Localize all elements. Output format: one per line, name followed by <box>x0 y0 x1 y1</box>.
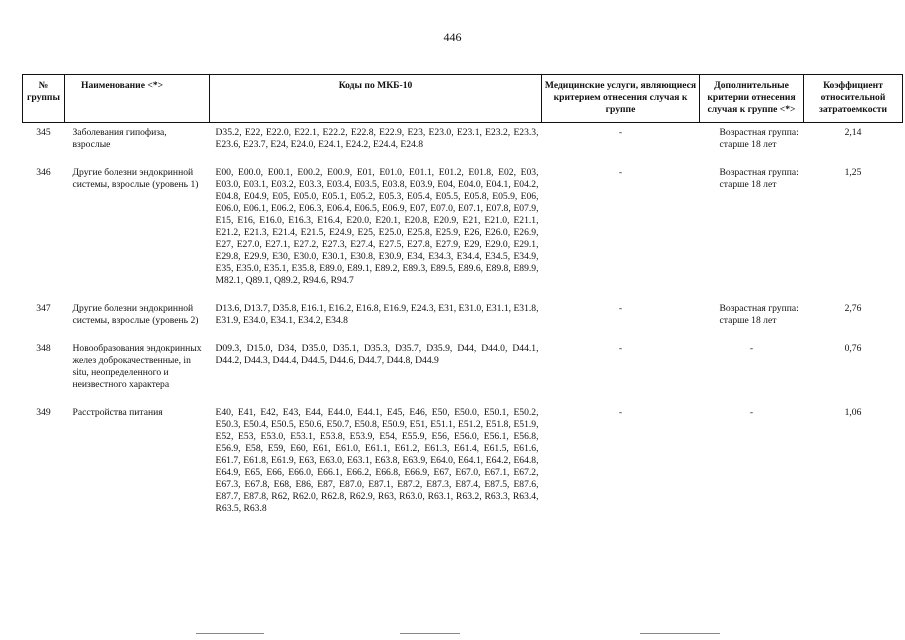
ksg-table <box>22 74 903 523</box>
group-name: Другие болезни эндокринной системы, взрослые (уровень 2) <box>72 303 199 326</box>
group-number: 346 <box>36 167 51 178</box>
table-row <box>23 399 903 523</box>
icd-codes: E40, E41, E42, E43, E44, E44.0, E44.1, E45, E46, E50, E50.0, E50.1, E50.2, E50.3, E50.4, E50.5, E50.6, E50.7, E50.8, E50.9, E51, E51.1, E51.2, E51.8, E51.9, E52, E53, E53.0, E53.1, E53.8, E53.9, E54, E55.9, E56, E56.0, E56.1, E56.8, E56.9, E58, E59, E60, E61, E61.0, E61.1, E61.2, E61.3, E61.4, E61.5, E61.6, E61.7, E61.8, E61.9, E63, E63.0, E63.1, E63.8, E63.9, E64.0, E64.1, E64.2, E64.8, E64.9, E65, E66, E66.0, E66.1, E66.2, E66.8, E66.9, E67, E67.0, E67.1, E67.2, E67.3, E67.8, E68, E86, E87, E87.0, E87.1, E87.2, E87.3, E87.4, E87.5, E87.6, E87.7, E87.8, R62, R62.0, R62.8, R62.9, R63, R63.0, R63.1, R63.2, R63.3, R63.4, R63.5, R63.8 <box>215 407 539 514</box>
scan-artifact-line <box>400 633 460 634</box>
group-name: Новообразования эндокринных желез доброкачественные, in situ, неопределенного и неизвестного характера <box>72 343 202 390</box>
cost-coefficient: 1,06 <box>844 407 862 418</box>
extra-criteria: Возрастная группа: старше 18 лет <box>719 127 799 150</box>
cost-coefficient: 2,76 <box>844 303 862 314</box>
table-row <box>23 123 903 160</box>
cost-coefficient: 1,25 <box>844 167 862 178</box>
group-number: 348 <box>36 343 51 354</box>
header-extra-criteria: Дополнительные критерии отнесения случая к группе <*> <box>700 75 804 123</box>
cost-coefficient: 0,76 <box>844 343 862 354</box>
icd-codes: E00, E00.0, E00.1, E00.2, E00.9, E01, E01.0, E01.1, E01.2, E01.8, E02, E03, E03.0, E03.1, E03.2, E03.3, E03.4, E03.5, E03.8, E03.9, E04, E04.0, E04.1, E04.2, E04.8, E04.9, E05, E05.0, E05.1, E05.2, E05.3, E05.4, E05.5, E05.8, E05.9, E06, E06.0, E06.1, E06.2, E06.3, E06.4, E06.5, E06.9, E07, E07.0, E07.1, E07.8, E07.9, E15, E16, E16.0, E16.3, E16.4, E20.0, E20.1, E20.8, E20.9, E21, E21.0, E21.1, E21.2, E21.3, E21.4, E21.5, E24.9, E25, E25.0, E25.8, E25.9, E26, E26.0, E26.9, E27, E27.0, E27.1, E27.2, E27.3, E27.4, E27.5, E27.8, E27.9, E29, E29.0, E29.1, E29.8, E29.9, E30, E30.0, E30.1, E30.8, E30.9, E34, E34.3, E34.4, E34.5, E34.9, E35, E35.0, E35.1, E35.8, E89.0, E89.1, E89.2, E89.3, E89.5, E89.6, E89.8, E89.9, M82.1, Q89.1, Q89.2, R94.6, R94.7 <box>215 167 539 286</box>
medical-services: - <box>618 343 623 354</box>
header-codes: Коды по МКБ-10 <box>210 75 542 123</box>
header-group-no: № группы <box>23 75 65 123</box>
medical-services: - <box>618 167 623 178</box>
table-header-row <box>23 75 903 123</box>
extra-criteria: - <box>749 343 754 354</box>
cost-coefficient: 2,14 <box>844 127 862 138</box>
group-name: Расстройства питания <box>72 407 163 418</box>
header-coefficient: Коэффициент относительной затратоемкости <box>804 75 903 123</box>
group-number: 349 <box>36 407 51 418</box>
medical-services: - <box>618 407 623 418</box>
group-number: 347 <box>36 303 51 314</box>
table-row <box>23 295 903 335</box>
table-row <box>23 159 903 295</box>
icd-codes: D35.2, E22, E22.0, E22.1, E22.2, E22.8, E22.9, E23, E23.0, E23.1, E23.2, E23.3, E23.6, E23.7, E24, E24.0, E24.1, E24.2, E24.4, E24.8 <box>215 127 539 150</box>
group-name: Заболевания гипофиза, взрослые <box>72 127 167 150</box>
scan-artifact-line <box>640 633 720 634</box>
table-row <box>23 335 903 399</box>
extra-criteria: Возрастная группа: старше 18 лет <box>719 167 799 190</box>
group-number: 345 <box>36 127 51 138</box>
scan-artifact-line <box>196 633 264 634</box>
group-name: Другие болезни эндокринной системы, взрослые (уровень 1) <box>72 167 199 190</box>
icd-codes: D09.3, D15.0, D34, D35.0, D35.1, D35.3, D35.7, D35.9, D44, D44.0, D44.1, D44.2, D44.3, D44.4, D44.5, D44.6, D44.7, D44.8, D44.9 <box>215 343 539 366</box>
medical-services: - <box>618 127 623 138</box>
icd-codes: D13.6, D13.7, D35.8, E16.1, E16.2, E16.8, E16.9, E24.3, E31, E31.0, E31.1, E31.8, E31.9, E34.0, E34.1, E34.2, E34.8 <box>215 303 539 326</box>
header-services: Медицинские услуги, являющиеся критерием отнесения случая к группе <box>542 75 700 123</box>
extra-criteria: Возрастная группа: старше 18 лет <box>719 303 799 326</box>
page-number: 446 <box>443 30 462 44</box>
medical-services: - <box>618 303 623 314</box>
extra-criteria: - <box>749 407 754 418</box>
header-name: Наименование <*> <box>65 75 210 123</box>
